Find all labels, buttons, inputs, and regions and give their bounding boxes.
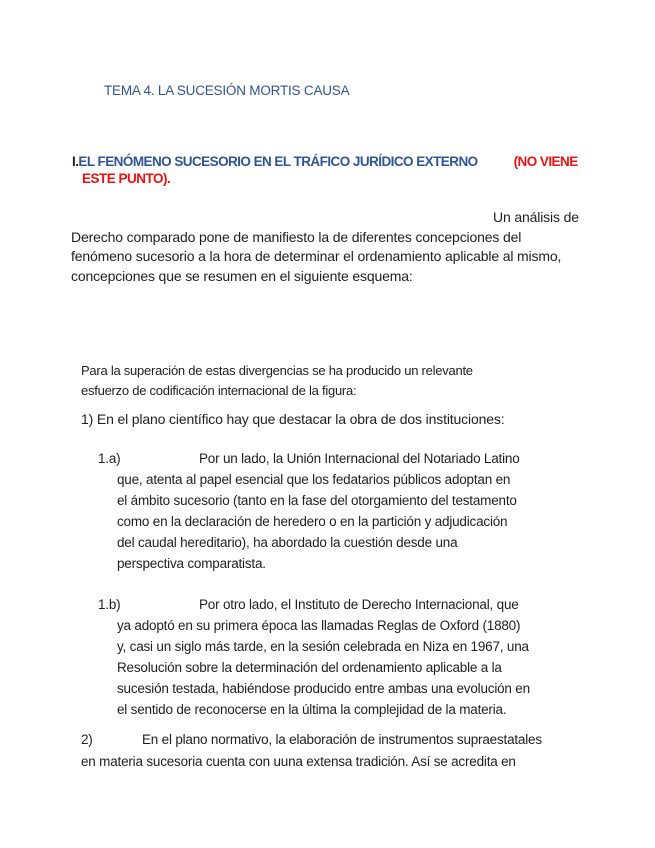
list-item-2-line: en materia sucesoria cuenta con uuna extensa tradición. Así se acredita en: [81, 754, 516, 769]
sub-item-b-line: Por otro lado, el Instituto de Derecho Internacional, que: [199, 597, 519, 612]
sub-item-a-line: el ámbito sucesorio (tanto en la fase del otorgamiento del testamento: [117, 493, 517, 508]
list-item-1: 1) En el plano científico hay que destacar la obra de dos instituciones:: [81, 411, 505, 427]
codification-line: esfuerzo de codificación internacional de la figura:: [81, 383, 357, 398]
sub-item-a-line: perspectiva comparatista.: [117, 556, 266, 571]
intro-paragraph: [71, 208, 579, 286]
sub-item-b: [98, 594, 530, 720]
sub-item-a-line: como en la declaración de heredero o en la partición y adjudicación: [117, 514, 508, 529]
intro-line: concepciones que se resumen en el siguiente esquema:: [71, 267, 413, 284]
document-title: TEMA 4. LA SUCESIÓN MORTIS CAUSA: [104, 83, 350, 98]
list-item-2: [81, 729, 542, 773]
section-note-line1: (NO VIENE: [513, 154, 578, 169]
list-item-2-label: 2): [81, 732, 93, 747]
sub-item-a: [98, 448, 520, 574]
sub-item-a-line: del caudal hereditario), ha abordado la cuestión desde una: [117, 535, 458, 550]
sub-item-a-line: Por un lado, la Unión Internacional del Notariado Latino: [199, 451, 520, 466]
intro-line: fenómeno sucesorio a la hora de determinar el ordenamiento aplicable al mismo,: [71, 248, 562, 264]
sub-item-b-line: el sentido de reconocerse en la última la complejidad de la materia.: [117, 702, 507, 717]
intro-line: Un análisis de: [493, 209, 579, 225]
section-heading: [72, 153, 578, 170]
sub-item-a-label: 1.a): [98, 451, 121, 466]
section-note-line2: ESTE PUNTO).: [82, 171, 171, 186]
sub-item-a-line: que, atenta al papel esencial que los fedatarios públicos adoptan en: [117, 472, 511, 487]
codification-paragraph: [81, 361, 473, 401]
section-title: EL FENÓMENO SUCESORIO EN EL TRÁFICO JURÍDICO EXTERNO: [78, 154, 478, 169]
section-number: I.: [72, 154, 79, 169]
sub-item-b-line: sucesión testada, habiéndose producido entre ambas una evolución en: [117, 681, 530, 696]
sub-item-b-label: 1.b): [98, 597, 121, 612]
sub-item-b-line: Resolución sobre la determinación del ordenamiento aplicable a la: [117, 660, 502, 675]
intro-line: Derecho comparado pone de manifiesto la de diferentes concepciones del: [71, 228, 522, 245]
sub-item-b-line: y, casi un siglo más tarde, en la sesión celebrada en Niza en 1967, una: [117, 639, 529, 654]
codification-line: Para la superación de estas divergencias se ha producido un relevante: [81, 363, 473, 378]
sub-item-b-line: ya adoptó en su primera época las llamadas Reglas de Oxford (1880): [117, 618, 521, 633]
list-item-2-line: En el plano normativo, la elaboración de instrumentos supraestatales: [142, 732, 542, 747]
